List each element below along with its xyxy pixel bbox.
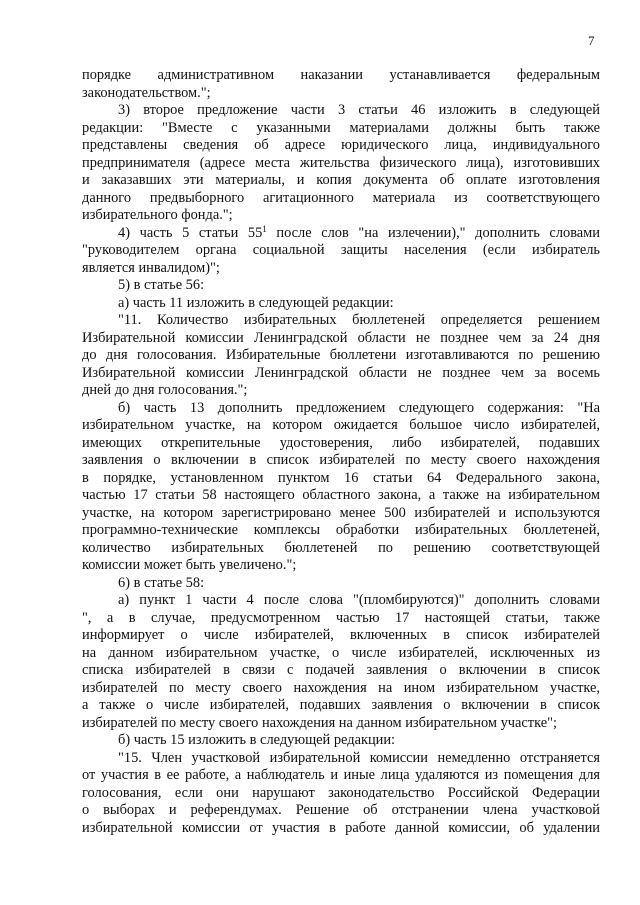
text-line: заявления о включении в список избирателей по месту своего нахождения xyxy=(82,452,600,468)
text-line: дней до дня голосования."; xyxy=(82,382,248,398)
text-line: "руководителем органа социальной защиты населения (если избиратель xyxy=(82,242,600,258)
text-line: избирателей по месту своего нахождения на данном избирательном участке"; xyxy=(82,714,557,731)
document-body xyxy=(82,67,600,837)
text-line: "11. Количество избирательных бюллетеней определяется решением xyxy=(118,312,600,328)
text-line: избирательного фонда."; xyxy=(82,207,233,223)
text-line: Избирательной комиссии Ленинградской области не позднее чем за восемь xyxy=(82,364,600,381)
text-line: 6) в статье 58: xyxy=(118,574,205,591)
text-line: количество избирательных бюллетеней по решению соответствующей xyxy=(82,539,600,556)
text-line: списка избирателей в связи с подачей заявления о включении в список xyxy=(82,662,600,678)
text-line: до дня голосования. Избирательные бюллетени изготавливаются по решению xyxy=(82,347,600,363)
text-line: программно-технические комплексы обработки избирательных бюллетеней, xyxy=(82,522,600,538)
text-line: представлены сведения об адресе юридического лица, индивидуального xyxy=(82,137,600,153)
text-line: Избирательной комиссии Ленинградской области не позднее чем за 24 дня xyxy=(82,329,600,346)
text-line: является инвалидом)"; xyxy=(82,259,220,276)
text-line: законодательством."; xyxy=(82,84,211,101)
text-line: порядке административном наказании устанавливается федеральным xyxy=(82,67,600,83)
text-line: участке, на котором зарегистрировано менее 500 избирателей и используются xyxy=(82,504,600,521)
text-line: голосования, если они нарушают законодательство Российской Федерации xyxy=(82,784,600,801)
text-line: о выборах и референдумах. Решение об отстранении члена участковой xyxy=(82,802,600,818)
text-line: редакции: "Вместе с указанными материалами должны быть также xyxy=(82,119,600,136)
text-line: б) часть 15 изложить в следующей редакции: xyxy=(118,732,396,748)
text-line: 5) в статье 56: xyxy=(118,277,205,293)
text-line: предпринимателя (адресе места жительства физического лица), изготовивших xyxy=(82,154,600,171)
text-line: избирателей по месту своего нахождения на ином избирательном участке, xyxy=(82,679,600,696)
text-line: ", а в случае, предусмотренном частью 17 настоящей статьи, также xyxy=(82,609,600,626)
text-line: "15. Член участковой избирательной комиссии немедленно отстраняется xyxy=(118,749,600,766)
text-line: комиссии может быть увеличено."; xyxy=(82,557,297,573)
text-line: на данном избирательном участке, о числе избирателей, исключенных из xyxy=(82,644,600,661)
text-line: 3) второе предложение части 3 статьи 46 изложить в следующей xyxy=(118,102,600,118)
text-line: а также о числе избирателей, подавших заявления о включении в список xyxy=(82,697,600,713)
text-line: а) пункт 1 части 4 после слова "(пломбируются)" дополнить словами xyxy=(118,592,600,608)
superscript: 1 xyxy=(262,223,267,234)
text-line: данного предвыборного агитационного материала из соответствующего xyxy=(82,189,600,206)
text-line: и заказавших эти материалы, и копия документа об оплате изготовления xyxy=(82,172,600,188)
page-number: 7 xyxy=(588,33,595,48)
text-line: имеющих открепительные удостоверения, либо избирателей, подавших xyxy=(82,434,600,451)
text-line: от участия в ее работе, а наблюдатель и иные лица удаляются из помещения для xyxy=(82,767,600,783)
text-line: в порядке, установленном пунктом 16 статьи 64 Федерального закона, xyxy=(82,469,600,486)
text-line: информирует о числе избирателей, включенных в список избирателей xyxy=(82,627,600,643)
text-fragment: 4) часть 5 статьи 55 xyxy=(118,224,263,241)
text-line: а) часть 11 изложить в следующей редакции: xyxy=(118,294,394,311)
text-line: б) часть 13 дополнить предложением следующего содержания: "На xyxy=(118,399,600,416)
text-line: избирательном участке, на котором ожидается большое число избирателей, xyxy=(82,417,600,433)
text-line: избирательной комиссии от участия в работе данной комиссии, об удалении xyxy=(82,819,600,836)
text-line xyxy=(82,225,600,243)
text-fragment: после слов "на излечении)," дополнить словами xyxy=(266,224,600,241)
text-line: частью 17 статьи 58 настоящего областного закона, а также на избирательном xyxy=(82,487,600,503)
